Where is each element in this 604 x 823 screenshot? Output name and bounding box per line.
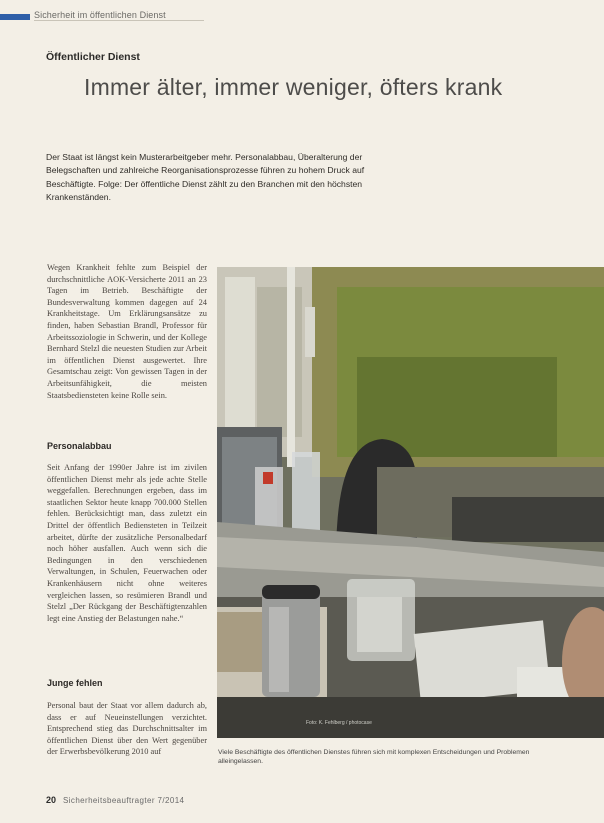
page-number: 20 [46,795,57,805]
body-paragraph-1 [47,262,207,401]
photo-caption: Viele Beschäftigte des öffentlichen Dienstes führen sich mit komplexen Entscheidungen und Problemen alleingelassen. [218,749,530,765]
paragraph-text: Personal baut der Staat vor allem dadurch ab, dass er auf Neueinstellungen verzichtet. Entsprechend stieg das Durchschnittsalter im öffentlichen Dienst über den Wert gegenüber der Erwerbsbevölkerung 2010 auf [47,701,207,757]
article-headline: Immer älter, immer weniger, öfters krank [84,74,503,100]
subhead-personalabbau: Personalabbau [47,441,112,451]
office-photo [217,267,604,738]
article-lead: Der Staat ist längst kein Musterarbeitgeber mehr. Personalabbau, Überalterung der Belegschaften und zahlreiche Reorganisationsprozesse führen zu hohem Druck auf Beschäftigte. Folge: Der öffentliche Dienst zählt zu den Branchen mit den höchsten Krankenständen. [46,152,365,203]
section-label: Sicherheit im öffentlichen Dienst [34,10,166,20]
paragraph-text: Wegen Krankheit fehlte zum Beispiel der durchschnittliche AOK-Versicherte 2011 an 23 Tagen im Betrieb. Beschäftigte der Bundesverwaltung kommen dagegen auf 24 Krankheitstage. Um Erklärungsansätze zu finden, haben Sebastian Brandl, Professor für Arbeitssoziologie in Schwerin, und der Kollege Bernhard Stelzl die neuesten Studien zur Arbeit im öffentlichen Dienst ausgewertet. Ihre Gesamtschau zeigt: Von gewissen Tagen in der Arbeitsunfähigkeit, die meisten Staatsbediensteten keine Rolle sein. [47,263,207,400]
body-paragraph-2 [47,462,207,624]
article-kicker: Öffentlicher Dienst [46,51,140,63]
paragraph-text: Seit Anfang der 1990er Jahre ist im zivilen öffentlichen Dienst mehr als jede achte Stelle weggefallen. Berechnungen ergeben, dass im staatlichen Sektor heute knapp 700.000 Stellen fehlen. Berücksichtigt man, dass zuletzt ein Drittel der öffentlich Bediensteten in Teilzeit arbeitet, dürfte der zusätzliche Personalbedarf noch höher ausfallen. Auch wenn sich die Bedingungen in den verschiedenen Verwaltungen, in Schulen, Feuerwachen oder Krankenhäusern nicht ohne weiteres vergleichen lassen, so resümieren Brandl und Stelzl „Der Rückgang der Beschäftigtenzahlen legt eine Anstieg der Belastungen nahe.“ [47,463,207,623]
magazine-name: Sicherheitsbeauftragter 7/2014 [63,796,185,805]
photo-credit: Foto: K. Fehlberg / photocase [306,720,372,726]
body-paragraph-3 [47,700,207,758]
section-color-bar [0,14,30,20]
section-rule [34,20,204,21]
office-photo-illustration [217,267,604,738]
subhead-junge-fehlen: Junge fehlen [47,678,103,688]
